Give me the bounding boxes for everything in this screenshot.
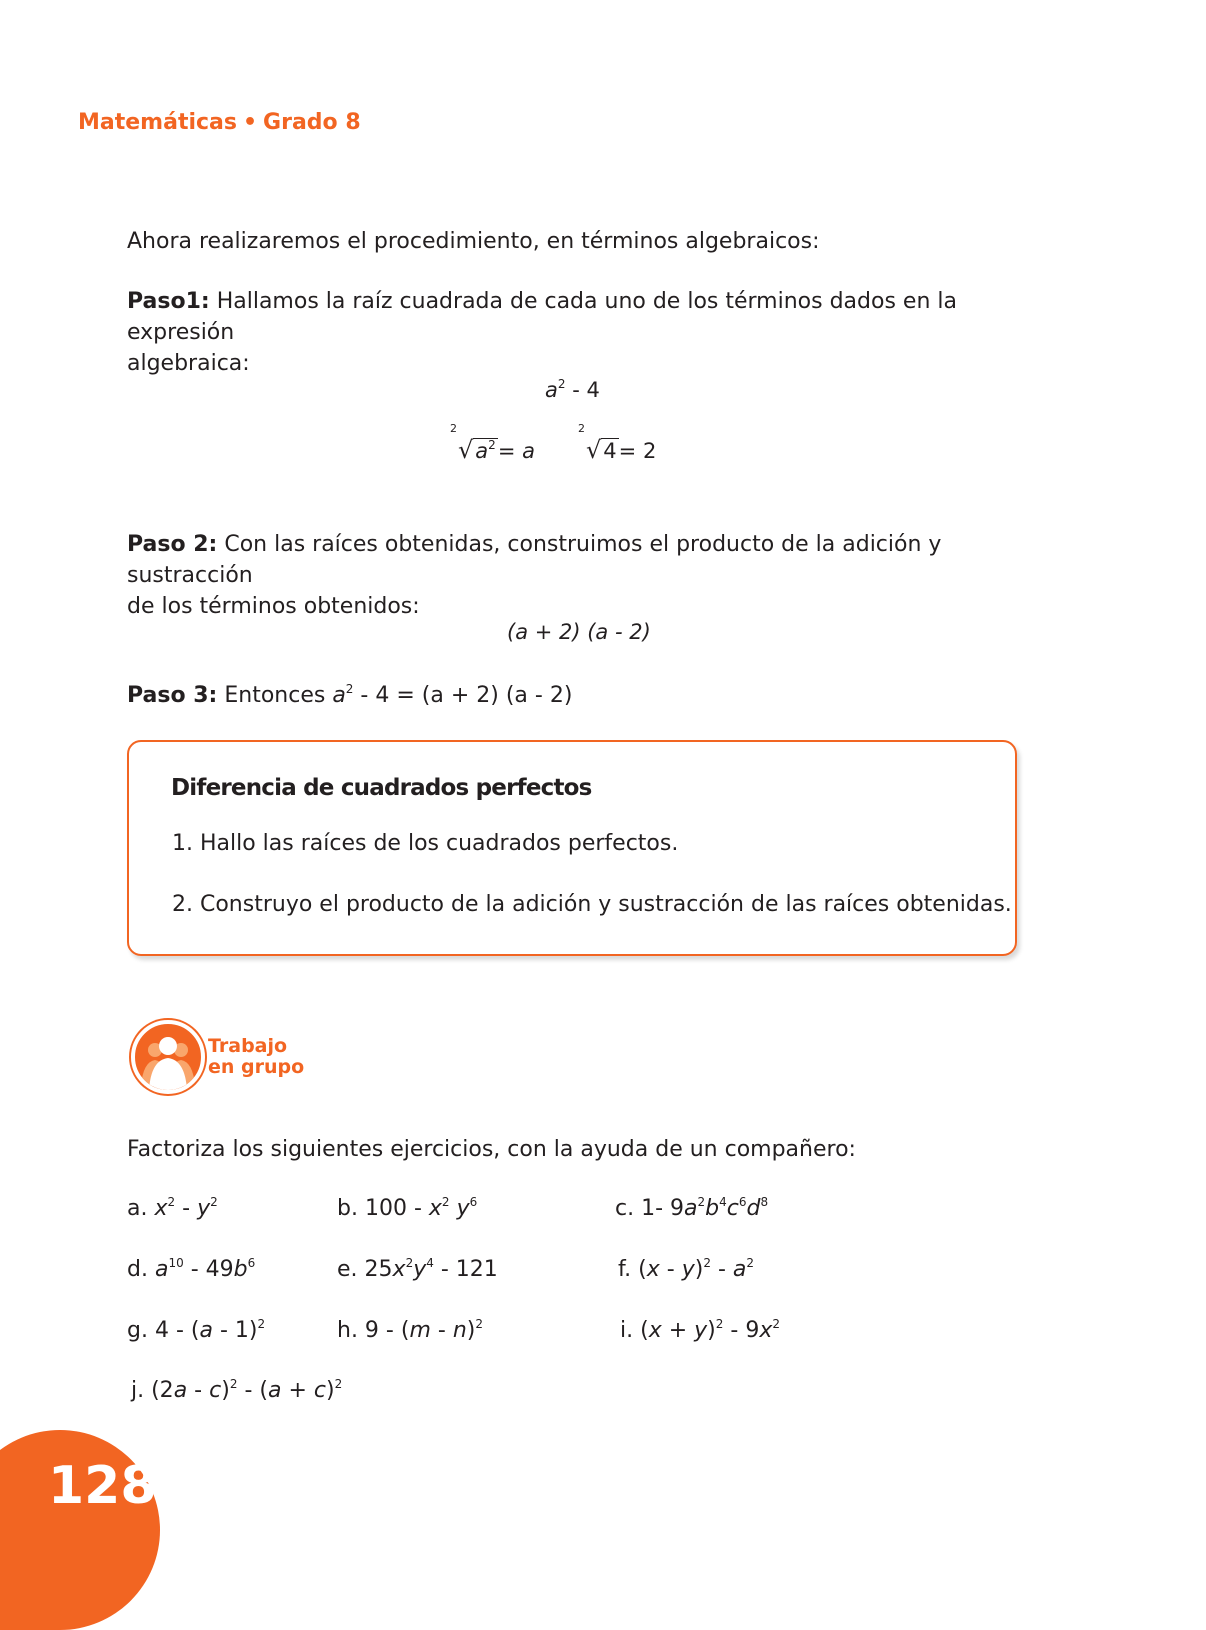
root-4 xyxy=(578,422,657,464)
header-grade: Grado 8 xyxy=(263,110,361,135)
exercise-label: c. xyxy=(615,1196,635,1221)
step2-line1: Con las raíces obtenidas, construimos el producto de la adición y sustracción xyxy=(127,532,942,588)
root-index: 2 xyxy=(450,422,457,435)
expression-rest: - 4 xyxy=(565,378,600,402)
header-subject: Matemáticas xyxy=(78,110,237,135)
group-work-label xyxy=(208,1036,304,1078)
root-a xyxy=(450,422,535,464)
exercise-label: b. xyxy=(337,1196,358,1221)
exercise-f: f. $(x - y)^2 - a^2$ xyxy=(618,1256,755,1282)
summary-item: 1. Hallo las raíces de los cuadrados perfectos. xyxy=(172,831,679,856)
exercise-a: a. $x^2 - y^2$ xyxy=(127,1195,218,1221)
exercise-label: g. xyxy=(127,1318,148,1343)
step1-paragraph xyxy=(127,286,1027,379)
exercise-c: c. 1- $9a^2b^4c^6d^8$ xyxy=(615,1195,769,1221)
summary-box-title: Diferencia de cuadrados perfectos xyxy=(171,775,592,801)
intro-paragraph: Ahora realizaremos el procedimiento, en términos algebraicos: xyxy=(127,229,820,254)
product-expression: (a + 2) (a - 2) xyxy=(507,620,651,644)
expression-var: a xyxy=(545,378,558,402)
expression-exp: 2 xyxy=(557,377,566,391)
step1-label: Paso1: xyxy=(127,289,210,314)
step3-label: Paso 3: xyxy=(127,683,218,708)
step2-label: Paso 2: xyxy=(127,532,218,557)
step1-line2: algebraica: xyxy=(127,351,250,376)
exercise-b: b. $100 - x^2$ $y^6$ xyxy=(337,1195,478,1221)
radicand: 4 xyxy=(603,439,617,463)
step3-text: Entonces xyxy=(217,683,333,708)
exercise-j: j. $(2a - c)^2 - (a + c)^2$ xyxy=(131,1377,343,1403)
step2-paragraph xyxy=(127,529,1027,622)
radicand: a xyxy=(475,439,489,463)
exercise-e: e. $25x^2y^4 - 121$ xyxy=(337,1256,498,1282)
exercise-label: d. xyxy=(127,1257,148,1282)
exercise-intro: Factoriza los siguientes ejercicios, con la ayuda de un compañero: xyxy=(127,1137,856,1162)
exercise-d: d. $a^{10} - 49b^6$ xyxy=(127,1256,256,1282)
exercise-h: h. 9 - (m - n)$^2$ xyxy=(337,1317,483,1343)
summary-item: 2. Construyo el producto de la adición y sustracción de las raíces obtenidas. xyxy=(172,892,1012,917)
exercise-label: i. xyxy=(620,1318,634,1343)
radical-icon: √ xyxy=(586,436,602,464)
radicand-exp: 2 xyxy=(488,438,496,452)
step3-paragraph xyxy=(127,680,1027,711)
exercise-label: j. xyxy=(131,1378,145,1403)
page-header xyxy=(78,110,361,135)
exercise-label: a. xyxy=(127,1196,148,1221)
exercise-i: i. $(x + y)^2 - 9x^2$ xyxy=(620,1317,780,1343)
root-result: = a xyxy=(497,439,535,463)
step1-line1: Hallamos la raíz cuadrada de cada uno de los términos dados en la expresión xyxy=(127,289,957,345)
step3-exp: 2 xyxy=(345,682,354,696)
root-result: = 2 xyxy=(618,439,657,463)
expression xyxy=(545,378,600,402)
group-work-line1: Trabajo xyxy=(208,1035,288,1057)
step2-line2: de los términos obtenidos: xyxy=(127,594,420,619)
radical-icon: √ xyxy=(458,436,474,464)
step3-var: a xyxy=(332,683,346,708)
header-separator: • xyxy=(242,110,258,135)
step3-equation: - 4 = (a + 2) (a - 2) xyxy=(353,683,573,708)
page-number: 128 xyxy=(48,1456,157,1516)
exercise-g: g. 4 - (a - 1)$^2$ xyxy=(127,1317,266,1343)
exercise-label: f. xyxy=(618,1257,632,1282)
group-people-icon xyxy=(131,1020,205,1094)
group-work-line2: en grupo xyxy=(208,1056,305,1078)
exercise-label: h. xyxy=(337,1318,358,1343)
root-index: 2 xyxy=(578,422,585,435)
exercise-label: e. xyxy=(337,1257,358,1282)
